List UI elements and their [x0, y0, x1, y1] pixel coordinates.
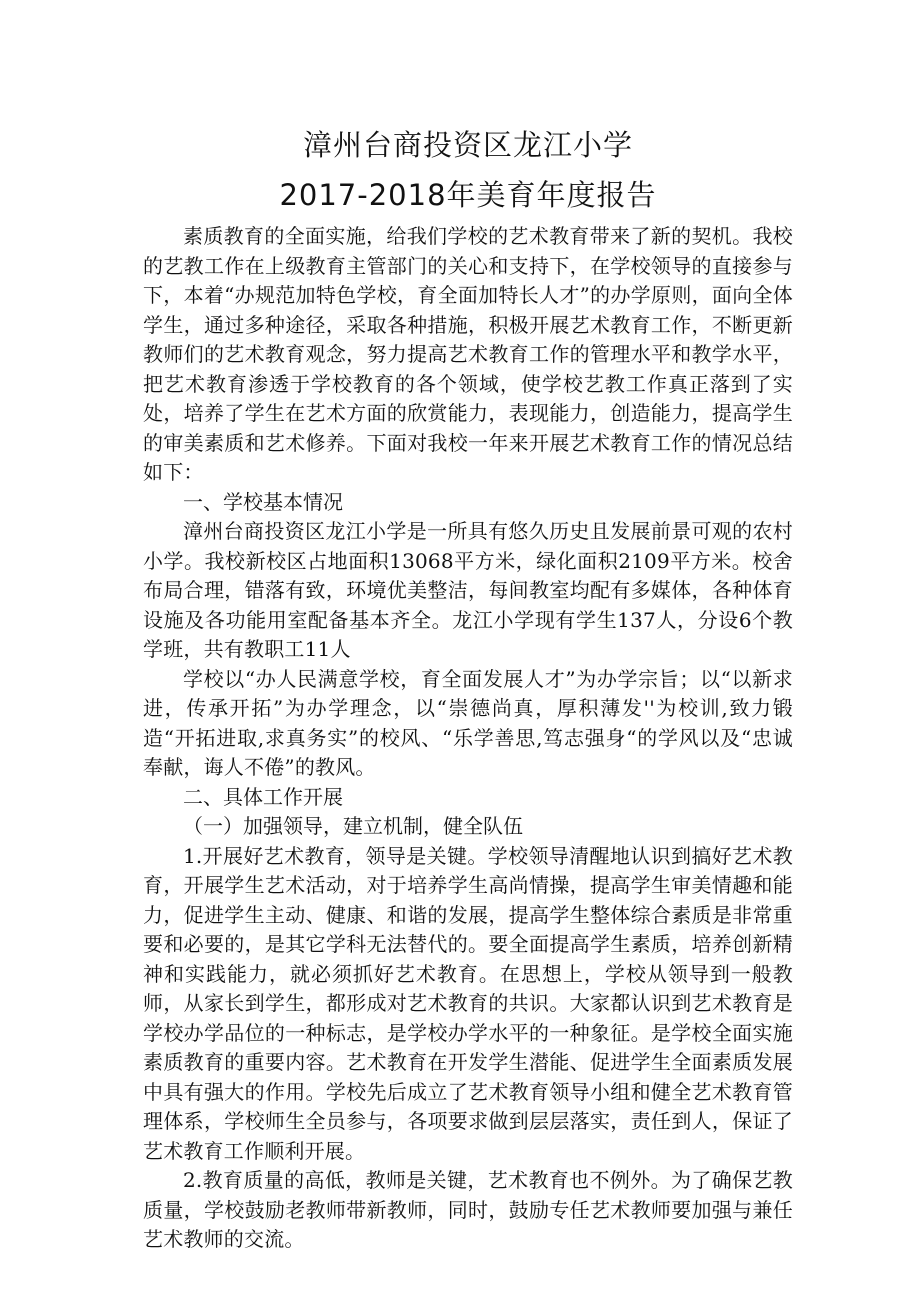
school-overview-paragraph: 漳州台商投资区龙江小学是一所具有悠久历史且发展前景可观的农村小学。我校新校区占地面积13068平方米，绿化面积2109平方米。校舍布局合理，错落有致，环境优美整洁，每间教室均配有多媒体，各种体育设施及各功能用室配备基本齐全。龙江小学现有学生137人，分设6个教学班，共有教职工11人 [143, 519, 793, 661]
school-motto-paragraph: 学校以“办人民满意学校，育全面发展人才”为办学宗旨；以“以新求进，传承开拓”为办学理念，以“崇德尚真，厚积薄发''为校训,致力锻造“开拓进取,求真务实”的校风、“乐学善思,笃志强身“的学风以及“忠诚奉献，诲人不倦”的教风。 [143, 666, 793, 779]
section-heading-basic-info: 一、学校基本情况 [183, 489, 343, 514]
subsection-heading-leadership: （一）加强领导，建立机制，健全队伍 [183, 814, 523, 838]
teacher-quality-paragraph: 2.教育质量的高低，教师是关键，艺术教育也不例外。为了确保艺教质量，学校鼓励老教师带新教师，同时，鼓励专任艺术教师要加强与兼任艺术教师的交流。 [143, 1168, 793, 1251]
intro-paragraph: 素质教育的全面实施，给我们学校的艺术教育带来了新的契机。我校的艺教工作在上级教育主管部门的关心和支持下，在学校领导的直接参与下，本着“办规范加特色学校，育全面加特长人才”的办学原则，面向全体学生，通过多种途径，采取各种措施，积极开展艺术教育工作，不断更新教师们的艺术教育观念，努力提高艺术教育工作的管理水平和教学水平，把艺术教育渗透于学校教育的各个领域，使学校艺教工作真正落到了实处，培养了学生在艺术方面的欣赏能力，表现能力，创造能力，提高学生的审美素质和艺术修养。下面对我校一年来开展艺术教育工作的情况总结如下： [143, 224, 793, 484]
document-title-report: 2017-2018年美育年度报告 [279, 178, 657, 212]
document-page [143, 120, 793, 1255]
leadership-paragraph: 1.开展好艺术教育，领导是关键。学校领导清醒地认识到搞好艺术教育，开展学生艺术活动，对于培养学生高尚情操，提高学生审美情趣和能力，促进学生主动、健康、和谐的发展，提高学生整体综合素质是非常重要和必要的，是其它学科无法替代的。要全面提高学生素质，培养创新精神和实践能力，就必须抓好艺术教育。在思想上，学校从领导到一般教师，从家长到学生，都形成对艺术教育的共识。大家都认识到艺术教育是学校办学品位的一种标志，是学校办学水平的一种象征。是学校全面实施素质教育的重要内容。艺术教育在开发学生潜能、促进学生全面素质发展中具有强大的作用。学校先后成立了艺术教育领导小组和健全艺术教育管理体系，学校师生全员参与，各项要求做到层层落实，责任到人，保证了艺术教育工作顺利开展。 [143, 843, 793, 1163]
document-title-school: 漳州台商投资区龙江小学 [302, 128, 633, 162]
section-heading-work: 二、具体工作开展 [183, 784, 343, 809]
